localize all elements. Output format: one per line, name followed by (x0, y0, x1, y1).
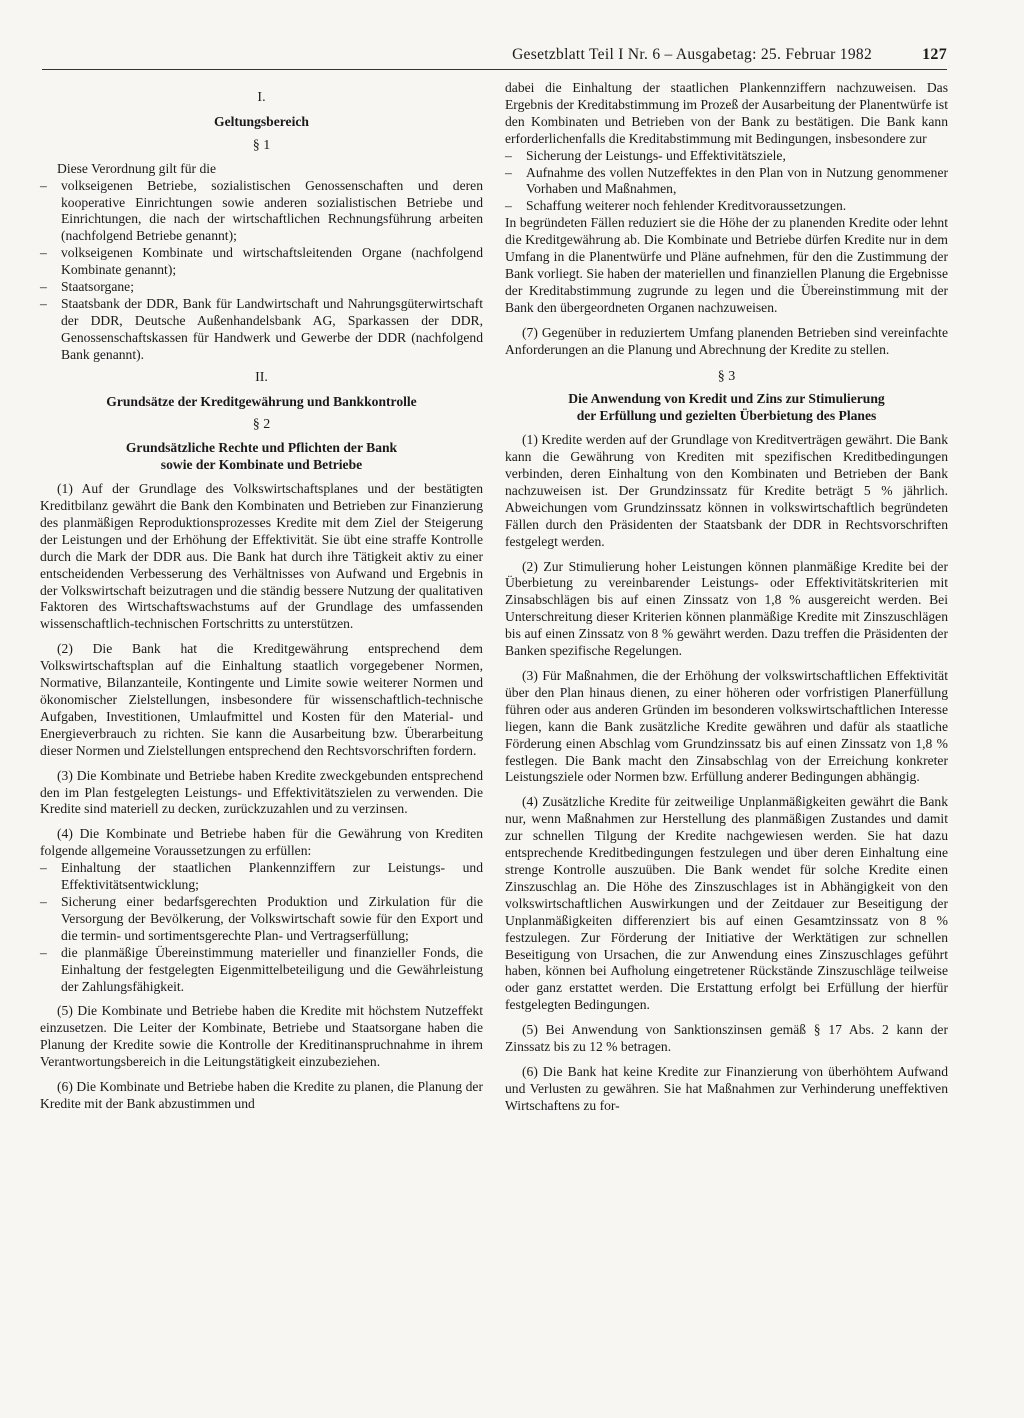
list-item: – Sicherung der Leistungs- und Effektivitätsziele, (505, 148, 948, 165)
list-item: – Schaffung weiterer noch fehlender Kreditvoraussetzungen. (505, 198, 948, 215)
paragraph-3-abs-2: (2) Zur Stimulierung hoher Leistungen können planmäßige Kredite bei der Überbietung zu vereinbarender Leistungs- oder Effektivitätskriterien mit Zinsabschlägen bis auf einen Zinssatz von 1,8 % ausgereicht werden. Bei Unterschreitung dieser Kriterien können planmäßige Kredite mit Zinszuschlägen bis auf einen Zinssatz von 8 % gewährt werden. Dazu treffen die Präsidenten der Banken spezifische Regelungen. (505, 558, 948, 659)
paragraph-3-title-line-2: der Erfüllung und gezielten Überbietung des Planes (576, 408, 877, 424)
paragraph-3-title-line-1: Die Anwendung von Kredit und Zins zur Stimulierung (568, 391, 885, 407)
list-item: – Einhaltung der staatlichen Plankennziffern zur Leistungs- und Effektivitätsentwicklung; (40, 860, 483, 894)
running-title: Gesetzblatt Teil I Nr. 6 – Ausgabetag: 25. Februar 1982 (512, 46, 872, 63)
paragraph-2-abs-2: (2) Die Bank hat die Kreditgewährung entsprechend dem Volkswirtschaftsplan auf die Einhaltung staatlich vorgegebener Normen, Normative, Bilanzanteile, Kontingente und Limite sowie weiterer Normen und ökonomischer Zielstellungen, insbesondere für wissenschaftlich-technische Aufgaben, Investitionen, Umlaufmittel und Kosten für den Material- und Energieverbrauch zu richten. Sie kann die Ausarbeitung bzw. Überarbeitung dieser Normen und Zielstellungen entsprechend den Rechtsvorschriften fordern. (40, 641, 483, 758)
paragraph-2-abs-1: (1) Auf der Grundlage des Volkswirtschaftsplanes und der bestätigten Kreditbilanz gewährt die Bank den Kombinaten und Betrieben zur Finanzierung des planmäßigen Reproduktionsprozesses Kredite mit dem Ziel der Steigerung der Leistungen und der Erhöhung der Effektivität. Sie übt eine straffe Kontrolle durch die Mark der DDR aus. Die Bank hat durch ihre Tätigkeit aktiv zu einer entscheidenden Verbesserung des Verhältnisses von Aufwand und Ergebnis in der Volkswirtschaft beizutragen und die ständig bessere Nutzung der qualitativen Faktoren des Wirtschaftswachstums auf der Grundlage des umfassenden wissenschaftlich-technischen Fortschritts zu unterstützen. (40, 481, 483, 632)
paragraph-3-abs-5: (5) Bei Anwendung von Sanktionszinsen gemäß § 17 Abs. 2 kann der Zinssatz bis zu 12 % betragen. (505, 1022, 948, 1055)
paragraph-1-list (40, 178, 483, 364)
header-rule (42, 69, 947, 70)
section-2-number: II. (255, 369, 268, 385)
list-item: – volkseigenen Betriebe, sozialistischen Genossenschaften und deren kooperative Einrichtungen sowie anderen sozialistischen Betriebe und Einrichtungen, die nach der wirtschaftlichen Rechnungsführung arbeiten (nachfolgend Betriebe genannt); (40, 178, 483, 246)
paragraph-2-abs-3: (3) Die Kombinate und Betriebe haben Kredite zweckgebunden entsprechend den im Plan festgelegten Leistungs- und Effektivitätszielen zu verwenden. Die Kredite sind materiell zu decken, zurückzuzahlen und zu verzinsen. (40, 767, 483, 817)
left-column (40, 84, 483, 1113)
paragraph-2-abs-6-list (505, 148, 948, 216)
paragraph-1-symbol: § 1 (252, 137, 271, 153)
list-item: – Aufnahme des vollen Nutzeffektes in den Plan von in Nutzung genommener Vorhaben und Maßnahmen, (505, 165, 948, 199)
section-1-title: Geltungsbereich (214, 113, 309, 129)
paragraph-3-abs-1: (1) Kredite werden auf der Grundlage von Kreditverträgen gewährt. Die Bank kann die Gewährung von Krediten mit spezifischen Kreditbedingungen verbinden, deren Einhaltung von den Kombinaten und Betrieben der Bank nachzuweisen ist. Der Grundzinssatz für Kredite beträgt 5 % jährlich. Abweichungen vom Grundzinssatz können in volkswirtschaftlich begründeten Fällen durch den Präsidenten der Staatsbank der DDR in Rechtsvorschriften festgelegt werden. (505, 432, 948, 549)
paragraph-1-intro: Diese Verordnung gilt für die (57, 160, 217, 176)
paragraph-2-abs-6-continued: dabei die Einhaltung der staatlichen Plankennziffern nachzuweisen. Das Ergebnis der Kreditabstimmung im Prozeß der Ausarbeitung der Planentwürfe ist den Kombinaten und Betrieben von der Bank zu bestätigen. Die Bank kann erforderlichenfalls die Kreditabstimmung mit Bedingungen, insbesondere zur (505, 80, 948, 146)
paragraph-3-abs-6: (6) Die Bank hat keine Kredite zur Finanzierung von überhöhtem Aufwand und Verlusten zu gewähren. Sie hat Maßnahmen zur Verhinderung uneffektiven Wirtschaftens zu for- (505, 1063, 948, 1113)
paragraph-2-symbol: § 2 (252, 417, 271, 433)
paragraph-2-title-line-1: Grundsätzliche Rechte und Pflichten der Bank (125, 440, 398, 456)
paragraph-2-title-line-2: sowie der Kombinate und Betriebe (160, 457, 363, 473)
paragraph-2-abs-5: (5) Die Kombinate und Betriebe haben die Kredite mit höchstem Nutzeffekt einzusetzen. Die Leiter der Kombinate, Betriebe und Staatsorgane haben die Planung der Kredite sowie die Kontrolle der Kreditinanspruchnahme in ihrem Verantwortungsbereich in die Leitungstätigkeit einzubeziehen. (40, 1003, 483, 1070)
paragraph-3-abs-4: (4) Zusätzliche Kredite für zeitweilige Unplanmäßigkeiten gewährt die Bank nur, wenn Maßnahmen zur Herstellung des planmäßigen Zustandes und damit zur schnellen Tilgung der Kredite nachgewiesen werden. Sie hat dazu entsprechende Kreditbedingungen festzulegen und über deren Einhaltung eine strenge Kontrolle auszuüben. Die Bank wendet für solche Kredite einen Zinszuschlag an. Die Höhe des Zinszuschlages ist in Abhängigkeit von den volkswirtschaftlichen Auswirkungen und der Zeitdauer zur Beseitigung der Unplanmäßigkeiten differenziert bis auf einen Gesamtzinssatz von 8 % festzulegen. Zur Förderung der Initiative der Werktätigen zur schnellen Beseitigung von Ursachen, die zur Anwendung eines Zinszuschlages geführt haben, können bei Aufholung eingetretener Rückstände Zinszuschläge teilweise oder ganz erstattet werden. Die Erstattung erfolgt bei Erfüllung der hierfür festgelegten Bedingungen. (505, 794, 948, 1013)
paragraph-3-symbol: § 3 (717, 368, 736, 384)
paragraph-2-abs-6-conclusion: In begründeten Fällen reduziert sie die Höhe der zu planenden Kredite oder lehnt die Kreditgewährung ab. Die Kombinate und Betriebe dürfen Kredite nur in dem Umfang in die Planentwürfe und Pläne aufnehmen, für den die Zustimmung der Bank vorliegt. Sie haben der materiellen und finanziellen Planung die Ergebnisse der Kreditabstimmung zugrunde zu legen und die Übereinstimmung mit der Bank den übergeordneten Organen nachzuweisen. (505, 215, 948, 315)
page-number: 127 (922, 46, 947, 63)
list-item: – volkseigenen Kombinate und wirtschaftsleitenden Organe (nachfolgend Kombinate genannt); (40, 245, 483, 279)
section-1-number: I. (257, 90, 266, 105)
list-item: – Sicherung einer bedarfsgerechten Produktion und Zirkulation für die Versorgung der Bevölkerung, der Volkswirtschaft sowie für den Export und die termin- und sortimentsgerechte Plan- und Vertragserfüllung; (40, 894, 483, 945)
paragraph-2-abs-4-list (40, 860, 483, 995)
page-header (42, 46, 947, 70)
right-column (505, 80, 948, 1115)
list-item: – die planmäßige Übereinstimmung materieller und finanzieller Fonds, die Einhaltung der festgelegten Eigenmittelbeteiligung und die Gewährleistung der Zahlungsfähigkeit. (40, 945, 483, 996)
section-2-title: Grundsätze der Kreditgewährung und Bankkontrolle (106, 393, 417, 409)
paragraph-2-abs-4: (4) Die Kombinate und Betriebe haben für die Gewährung von Krediten folgende allgemeine Voraussetzungen zu erfüllen: (40, 826, 483, 859)
paragraph-2-abs-7: (7) Gegenüber in reduziertem Umfang planenden Betrieben sind vereinfachte Anforderungen an die Planung und Abrechnung der Kredite zu stellen. (505, 324, 948, 357)
paragraph-2-abs-6: (6) Die Kombinate und Betriebe haben die Kredite zu planen, die Planung der Kredite mit der Bank abzustimmen und (40, 1079, 483, 1111)
list-item: – Staatsbank der DDR, Bank für Landwirtschaft und Nahrungsgüterwirtschaft der DDR, Deutsche Außenhandelsbank AG, Sparkassen der DDR, Genossenschaftskassen für Handwerk und Gewerbe der DDR (nachfolgend Bank genannt). (40, 296, 483, 364)
list-item: – Staatsorgane; (40, 279, 483, 296)
paragraph-3-abs-3: (3) Für Maßnahmen, die der Erhöhung der volkswirtschaftlichen Effektivität über den Plan hinaus dienen, zu einer höheren oder vorfristigen Planerfüllung führen oder aus anderen Gründen im besonderen volkswirtschaftlichen Interesse liegen, kann die Bank zusätzliche Kredite gewähren und dafür als staatliche Förderung einen Abschlag vom Grundzinssatz bis auf einen Zinssatz von 1,8 % festlegen. Die Bank macht den Zinsabschlag von der Erreichung konkreter Leistungsziele oder Normen bzw. Erfüllung anderer Bedingungen abhängig. (505, 668, 948, 785)
